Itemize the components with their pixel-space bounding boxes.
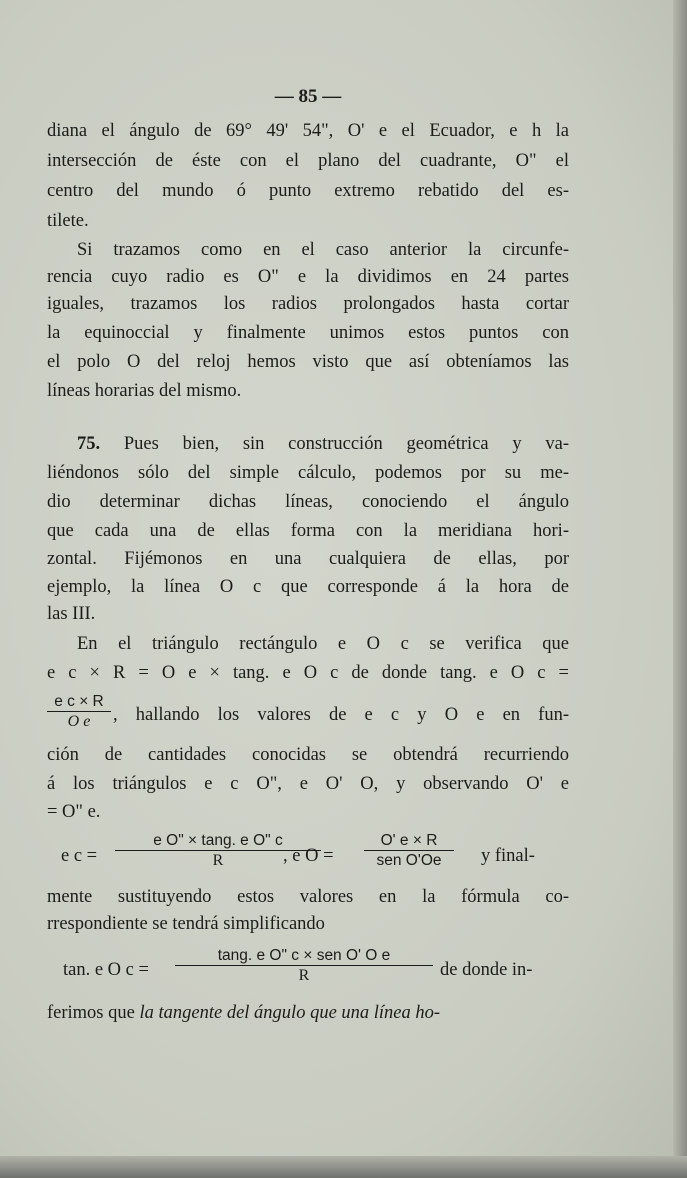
paragraph-4-line-6: = O" e.: [47, 802, 101, 822]
page-edge-bottom: [0, 1156, 687, 1178]
section-75-line-1: 75. Pues bien, sin construcción geométrica y va-: [77, 434, 570, 454]
section-75-line-6: ejemplo, la línea O c que corresponde á la hora de: [47, 577, 569, 597]
equation-1-fraction-a-numerator: e O" × tang. e O" c: [153, 832, 283, 849]
equation-1-fraction-b: [364, 832, 454, 870]
section-number: 75.: [77, 434, 101, 454]
page-number: — 85 —: [274, 86, 342, 107]
paragraph-2-line-4: la equinoccial y finalmente unimos estos puntos con: [47, 323, 569, 343]
equation-1-tail: y final-: [481, 846, 535, 866]
paragraph-4-line-5: á los triángulos e c O", e O' O, y observando O' e: [47, 774, 569, 794]
section-75-line-7: las III.: [47, 604, 96, 624]
paragraph-2-line-6: líneas horarias del mismo.: [47, 381, 242, 401]
fraction-numerator: e c × R: [54, 693, 104, 710]
last-line-italic: la tangente del ángulo que una línea ho-: [139, 1003, 441, 1023]
equation-2-fraction: [175, 947, 433, 985]
page-edge-right: [673, 0, 687, 1178]
paragraph-1-line-4: tilete.: [47, 211, 89, 231]
paragraph-2-line-3: iguales, trazamos los radios prolongados hasta cortar: [47, 294, 569, 314]
section-75-line-4: que cada una de ellas forma con la meridiana hori-: [47, 521, 569, 541]
section-75-line-5: zontal. Fijémonos en una cualquiera de ellas, por: [47, 549, 569, 569]
paragraph-2-line-1: Si trazamos como en el caso anterior la circunfe-: [77, 240, 569, 260]
paragraph-1-line-1: diana el ángulo de 69° 49' 54", O' e el Ecuador, e h la: [47, 121, 569, 141]
equation-2-lhs: tan. e O c =: [63, 960, 149, 980]
fraction-ec-r-over-oe: [47, 693, 111, 731]
fraction-denominator: O e: [47, 711, 111, 731]
paragraph-5-line-1: mente sustituyendo estos valores en la fórmula co-: [47, 887, 569, 907]
equation-1-separator: , e O =: [283, 846, 334, 866]
paragraph-4-line-3: , hallando los valores de e c y O e en fun-: [113, 705, 569, 725]
equation-2-numerator: tang. e O" c × sen O' O e: [217, 947, 391, 964]
paragraph-1-line-2: intersección de éste con el plano del cuadrante, O" el: [47, 151, 569, 171]
last-line: ferimos que la tangente del ángulo que una línea ho-: [47, 1003, 441, 1023]
paragraph-2-line-2: rencia cuyo radio es O" e la dividimos en 24 partes: [47, 267, 569, 287]
paragraph-5-line-2: rrespondiente se tendrá simplificando: [47, 914, 325, 934]
paragraph-4-line-1: En el triángulo rectángulo e O c se verifica que: [77, 634, 569, 654]
section-75-line-2: liéndonos sólo del simple cálculo, podemos por su me-: [47, 463, 569, 483]
paragraph-4-line-4: ción de cantidades conocidas se obtendrá recurriendo: [47, 745, 569, 765]
equation-1-fraction-b-numerator: O' e × R: [380, 832, 438, 849]
equation-2-denominator: R: [175, 965, 433, 985]
paragraph-1-line-3: centro del mundo ó punto extremo rebatido del es-: [47, 181, 569, 201]
equation-1-fraction-a-denominator: R: [115, 850, 321, 870]
equation-1-lhs: e c =: [61, 846, 98, 866]
equation-1-fraction-b-denominator: sen O'Oe: [364, 850, 454, 870]
equation-2-tail: de donde in-: [440, 960, 533, 980]
paragraph-4-line-2: e c × R = O e × tang. e O c de donde tang. e O c =: [47, 663, 569, 683]
section-75-line-3: dio determinar dichas líneas, conociendo el ángulo: [47, 492, 569, 512]
paragraph-2-line-5: el polo O del reloj hemos visto que así obteníamos las: [47, 352, 569, 372]
